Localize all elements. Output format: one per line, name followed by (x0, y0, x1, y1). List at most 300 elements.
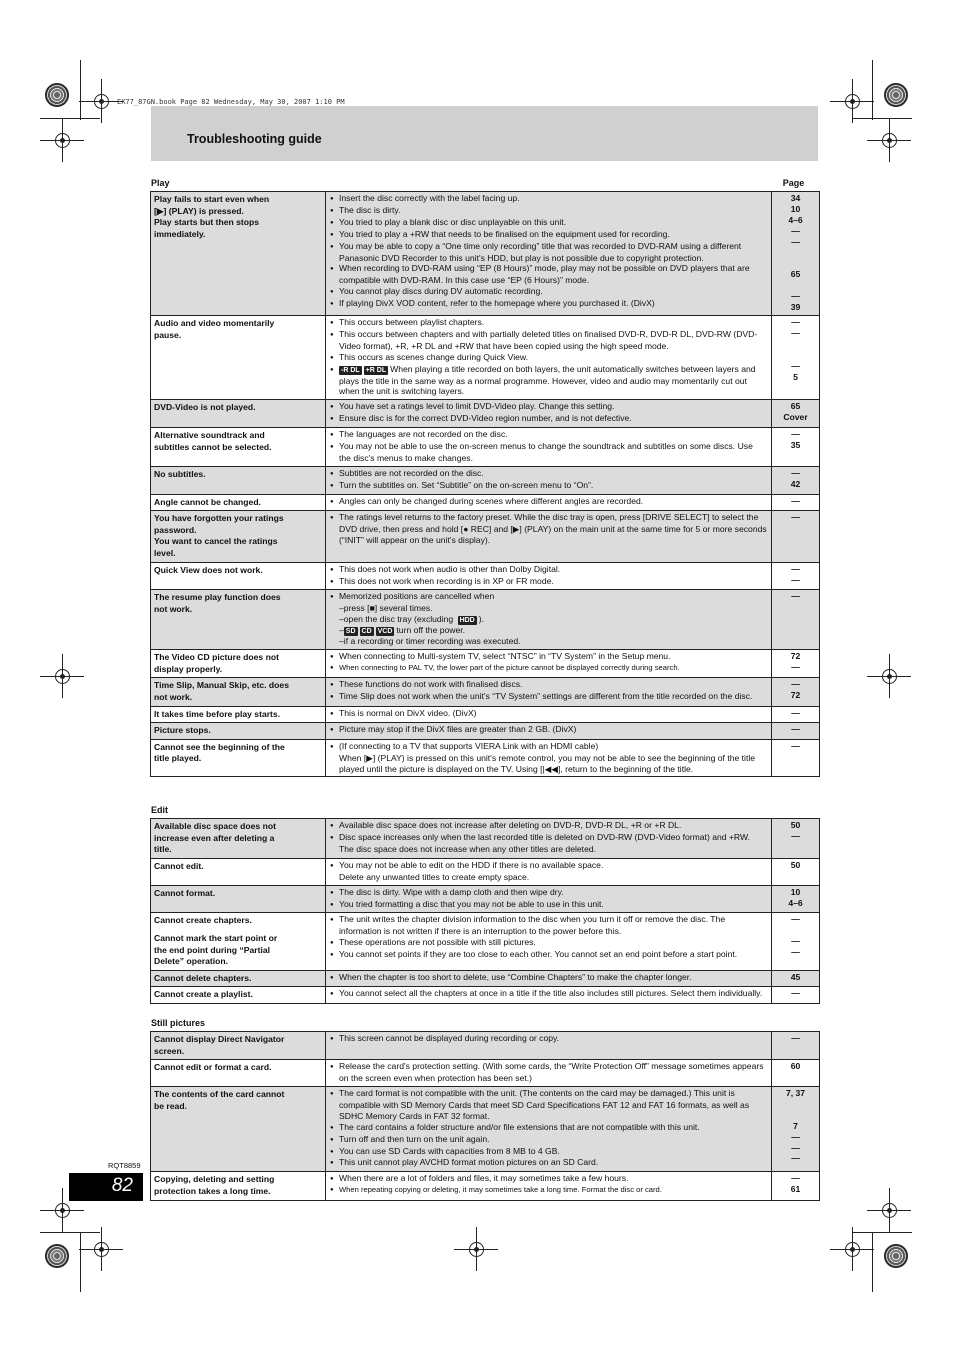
problem-line: screen. (154, 1045, 185, 1056)
page-ref: 5 (793, 371, 798, 382)
problem-line: Copying, deleting and setting (154, 1174, 275, 1185)
crop-mark (872, 60, 873, 120)
solution-text: You tried formatting a disc that you may not be able to use in this unit. (339, 898, 604, 909)
media-badge: SD (345, 628, 356, 636)
solution-text: Picture may stop if the DivX files are greater than 2 GB. (DivX) (339, 724, 577, 735)
page-ref (774, 1110, 817, 1121)
problem-line: not work. (154, 691, 193, 702)
solution-item (330, 564, 767, 576)
solution-text: You tried to play a blank disc or disc unplayable on this unit. (339, 216, 567, 227)
solution-text: You cannot play discs during DV automatic recording. (339, 286, 543, 297)
page-ref-cell (772, 650, 819, 677)
crop-mark (852, 118, 912, 119)
solution-item (330, 753, 767, 775)
problem-line: Play fails to start even when (154, 194, 270, 204)
problem-line: The contents of the card cannot (154, 1089, 285, 1099)
solution-item (330, 298, 767, 310)
solution-cell (326, 1060, 772, 1086)
solution-text: When connecting to Multi-system TV, select “NTSC” in “TV System” in the Setup menu. (339, 651, 671, 662)
solution-cell (326, 192, 772, 315)
problem-cell (151, 678, 326, 705)
problem-line: No subtitles. (154, 468, 206, 479)
problem-line: Quick View does not work. (154, 564, 263, 575)
page-ref: — (791, 316, 800, 327)
crop-mark (80, 1232, 81, 1292)
solution-text: Memorized positions are cancelled when (339, 591, 495, 602)
solution-text: You may not be able to edit on the HDD if there is no available space. (339, 859, 604, 870)
crop-mark (872, 1232, 873, 1292)
solution-text: These functions do not work with finalised discs. (339, 679, 523, 690)
solution-text: Subtitles are not recorded on the disc. (339, 467, 484, 478)
solution-text: The ratings level returns to the factory preset. While the disc tray is open, press [DRIVE SELECT] to select the DVD drive, then press and hold [● REC] and [▶] (PLAY) on the main unit at the same time for 5 or more seconds (“INIT” will appear on the unit's display). (339, 512, 767, 546)
page-ref: — (791, 429, 800, 440)
page-ref: — (791, 574, 800, 585)
page-ref: — (791, 707, 800, 718)
solution-item (330, 286, 767, 298)
solution-cell (326, 590, 772, 649)
solution-cell (326, 495, 772, 511)
problem-line: not work. (154, 604, 193, 615)
problem-line: Cannot create chapters. (154, 915, 252, 926)
problem-line: subtitles cannot be selected. (154, 441, 272, 452)
page-ref-cell (772, 511, 819, 561)
page-ref-cell (772, 316, 819, 399)
solution-item (330, 949, 767, 961)
solution-cell (326, 1087, 772, 1171)
problem-line: display properly. (154, 663, 223, 674)
solution-text: This occurs as scenes change during Quick View. (339, 351, 528, 362)
bullet-icon: ● (330, 834, 334, 841)
crosshair-dot (99, 1247, 104, 1252)
solution-item (330, 364, 767, 398)
page-ref: 65 (790, 269, 801, 280)
problem-cell (151, 316, 326, 399)
problem-cell (151, 819, 326, 858)
problem-line: Cannot see the beginning of the (154, 741, 285, 752)
problem-line: Play starts but then stops (154, 217, 260, 228)
bullet-icon: ● (330, 594, 334, 601)
bullet-icon: ● (330, 901, 334, 908)
solution-text: This unit cannot play AVCHD format motion pictures on an SD Card. (339, 1157, 599, 1168)
page-ref-cell (772, 1060, 819, 1086)
bullet-icon: ● (330, 991, 334, 998)
bullet-icon: ● (330, 917, 334, 924)
bullet-icon: ● (330, 974, 334, 981)
page-title: Troubleshooting guide (187, 132, 322, 146)
problem-cell (151, 886, 326, 913)
solution-item (330, 663, 767, 674)
page-ref: 7, 37 (785, 1088, 806, 1098)
page-ref: — (791, 591, 800, 602)
solution-item (330, 468, 767, 480)
solution-item (330, 1033, 767, 1045)
solution-item (330, 1061, 767, 1084)
bullet-icon: ● (330, 331, 334, 338)
problem-cell (151, 913, 326, 969)
problem-line: The Video CD picture does not (154, 652, 279, 663)
bullet-icon: ● (330, 243, 334, 250)
solution-item (330, 317, 767, 329)
bullet-icon: ● (330, 665, 334, 672)
solution-text: This is normal on DivX video. (DivX) (339, 707, 477, 718)
solution-text: This does not work when audio is other than Dolby Digital. (339, 563, 561, 574)
problem-line: Cannot mark the start point or (154, 933, 278, 943)
problem-line: Delete” operation. (154, 956, 229, 967)
solution-text: Turn off and then turn on the unit again. (339, 1133, 490, 1144)
page-ref (774, 1099, 817, 1110)
solution-item (330, 441, 767, 464)
problem-line: You have forgotten your ratings (154, 513, 284, 524)
page-ref: — (791, 724, 800, 735)
page-ref: — (791, 512, 800, 523)
color-target-icon (884, 1244, 908, 1268)
file-stamp: EX77_87GN.book Page 82 Wednesday, May 30, 2007 1:10 PM (117, 98, 345, 106)
solution-item (330, 329, 767, 352)
page-ref-cell (772, 428, 819, 466)
solution-text: (If connecting to a TV that supports VIERA Link with an HDMI cable) (339, 740, 599, 751)
solution-text: Delete any unwanted titles to create empty space. (339, 871, 530, 882)
table-row (151, 739, 819, 777)
solution-text: You tried to play a +RW that needs to be finalised on the equipment used for recording. (339, 228, 670, 239)
solution-item (330, 636, 767, 647)
bullet-icon: ● (330, 266, 334, 273)
page-ref-cell (772, 987, 819, 1003)
table-row (151, 315, 819, 399)
problem-line: Alternative soundtrack and (154, 430, 265, 441)
page-ref-cell (772, 495, 819, 511)
bullet-icon: ● (330, 654, 334, 661)
solution-item (330, 1134, 767, 1146)
solution-text: You cannot set points if they are too close to each other. You cannot set an end point before a start point. (339, 949, 738, 960)
solution-text: This does not work when recording is in XP or FR mode. (339, 575, 554, 586)
page-ref: 61 (790, 1184, 801, 1195)
problem-line: title played. (154, 753, 202, 764)
solution-item (330, 820, 767, 832)
solution-item (330, 724, 767, 736)
solution-cell (326, 1172, 772, 1199)
page-ref (774, 339, 817, 350)
crosshair-dot (60, 674, 65, 679)
bullet-icon: ● (330, 889, 334, 896)
solution-item (330, 480, 767, 492)
problem-cell (151, 723, 326, 739)
bullet-icon: ● (330, 219, 334, 226)
bullet-icon: ● (330, 207, 334, 214)
section-label: Still pictures (151, 1018, 206, 1028)
solution-item (330, 937, 767, 949)
bullet-icon: ● (330, 416, 334, 423)
solution-item (330, 429, 767, 441)
problem-line: [▶] (PLAY) is pressed. (154, 205, 244, 216)
problem-line: Cannot create a playlist. (154, 989, 253, 1000)
problem-cell (151, 467, 326, 494)
page-ref: — (791, 1033, 800, 1043)
table-row (151, 858, 819, 885)
solution-text: –press [■] several times. (339, 603, 433, 614)
model-code: RQT8859 (108, 1161, 141, 1170)
page-ref-cell (772, 1032, 819, 1059)
solution-text: Time Slip does not work when the unit's “TV System” settings are different from the title recorded on the disc. (339, 691, 753, 702)
page-ref: — (791, 662, 800, 673)
problem-cell (151, 859, 326, 885)
table-row (151, 510, 819, 561)
solution-item (330, 401, 767, 413)
page-ref: — (791, 740, 800, 751)
solution-text: Available disc space does not increase after deleting on DVD-R, DVD-R DL, +R or +R DL. (339, 820, 682, 830)
page-ref: 7 (793, 1120, 798, 1131)
table-row (151, 494, 819, 511)
page-ref: — (791, 236, 800, 247)
solution-item (330, 988, 767, 1000)
color-target-icon (45, 83, 69, 107)
page-column-label: Page (782, 178, 805, 188)
solution-text: This screen cannot be displayed during recording or copy. (339, 1033, 560, 1043)
page-ref: — (791, 291, 800, 302)
solution-item (330, 1173, 767, 1185)
page-ref: 50 (790, 820, 801, 830)
bullet-icon: ● (330, 1124, 334, 1131)
page-ref (774, 258, 817, 269)
page-ref: — (791, 1153, 800, 1164)
solution-text: Ensure disc is for the correct DVD-Video region number, and is not defective. (339, 413, 632, 424)
page-number: 82 (111, 1175, 133, 1196)
bullet-icon: ● (330, 694, 334, 701)
crop-mark (40, 1232, 100, 1233)
table-row (151, 986, 819, 1003)
page-ref: — (791, 914, 800, 925)
table-row (151, 192, 819, 315)
solution-text: –open the disc tray (excluding (339, 614, 456, 625)
bullet-icon: ● (330, 710, 334, 717)
solution-item (330, 708, 767, 720)
solution-cell (326, 316, 772, 399)
solution-item (330, 679, 767, 691)
solution-item (330, 512, 767, 546)
crosshair-dot (99, 99, 104, 104)
solution-text: This occurs between playlist chapters. (339, 316, 485, 327)
problem-line: It takes time before play starts. (154, 708, 281, 719)
solution-item (330, 625, 767, 636)
table-row (151, 970, 819, 987)
bullet-icon: ● (330, 366, 334, 373)
crop-mark (80, 60, 81, 120)
problem-cell (151, 1060, 326, 1086)
bullet-icon: ● (330, 952, 334, 959)
problem-cell (151, 511, 326, 561)
solution-text: When repeating copying or deleting, it may sometimes take a long time. Format the disc or card. (339, 1185, 662, 1195)
problem-cell (151, 563, 326, 590)
bullet-icon: ● (330, 578, 334, 585)
bullet-icon: ● (330, 940, 334, 947)
solution-cell (326, 650, 772, 677)
solution-cell (326, 467, 772, 494)
solution-item (330, 413, 767, 425)
problem-line: pause. (154, 329, 182, 340)
solution-cell (326, 678, 772, 705)
page-ref: 10 (790, 886, 801, 897)
table-row (151, 1059, 819, 1086)
media-badge: +R DL (365, 366, 387, 374)
solution-cell (326, 511, 772, 561)
page-ref: 4–6 (788, 214, 803, 225)
page-number-box (69, 1173, 143, 1201)
page-ref: — (791, 1131, 800, 1142)
bullet-icon: ● (330, 1136, 334, 1143)
color-target-icon (884, 83, 908, 107)
table-row (151, 677, 819, 705)
solution-item (330, 832, 767, 855)
media-badge: CD (361, 628, 372, 636)
page-ref: — (791, 988, 800, 999)
page-ref: — (791, 467, 800, 478)
problem-cell (151, 1032, 326, 1059)
solution-text: Turn the subtitles on. Set “Subtitle” on the on-screen menu to “On”. (339, 479, 594, 490)
bullet-icon: ● (330, 743, 334, 750)
bullet-icon: ● (330, 727, 334, 734)
solution-text: Angles can only be changed during scenes where different angles are recorded. (339, 495, 644, 506)
bullet-icon: ● (330, 301, 334, 308)
solution-item (330, 241, 767, 264)
table-row (151, 1086, 819, 1171)
solution-text: Disc space increases only when the last recorded title is deleted on DVD-RW (DVD-Video format) and +RW. The disc space does not increase when any other titles are deleted. (339, 831, 751, 854)
solution-item (330, 860, 767, 872)
page-ref-cell (772, 1087, 819, 1171)
solution-item (330, 887, 767, 899)
problem-cell (151, 707, 326, 723)
media-badge: VCD (377, 628, 393, 636)
solution-text: You can use SD Cards with capacities from 8 MB to 4 GB. (339, 1145, 560, 1156)
solution-item (330, 1185, 767, 1196)
solution-item (330, 1088, 767, 1122)
troubleshooting-table (150, 1031, 820, 1201)
solution-cell (326, 740, 772, 777)
problem-line: level. (154, 548, 176, 559)
solution-item (330, 496, 767, 508)
table-row (151, 885, 819, 913)
bullet-icon: ● (330, 823, 334, 829)
page-ref: — (791, 327, 800, 338)
media-badge: -R DL (341, 366, 360, 374)
problem-cell (151, 192, 326, 315)
solution-item (330, 1146, 767, 1158)
crosshair-dot (850, 1247, 855, 1252)
page-ref: — (791, 1142, 800, 1153)
problem-line: Cannot edit or format a card. (154, 1062, 272, 1073)
section-label: Play (151, 178, 170, 188)
page-ref-cell (772, 859, 819, 885)
page-ref: — (791, 495, 800, 506)
page-ref: — (791, 225, 800, 236)
solution-item (330, 1122, 767, 1134)
bullet-icon: ● (330, 482, 334, 489)
page-ref: Cover (783, 412, 808, 423)
page-ref-cell (772, 707, 819, 723)
page-ref-cell (772, 913, 819, 969)
problem-line: Cannot display Direct Navigator (154, 1034, 285, 1044)
table-row (151, 649, 819, 677)
solution-text: turn off the power. (396, 625, 466, 636)
solution-cell (326, 723, 772, 739)
problem-cell (151, 495, 326, 511)
page-ref (774, 925, 817, 936)
solution-item (330, 205, 767, 217)
bullet-icon: ● (330, 354, 334, 361)
problem-cell (151, 971, 326, 987)
problem-cell (151, 987, 326, 1003)
bullet-icon: ● (330, 1176, 334, 1183)
page-ref-cell (772, 192, 819, 315)
problem-cell (151, 740, 326, 777)
bullet-icon: ● (330, 862, 334, 869)
problem-line: Cannot edit. (154, 860, 204, 871)
table-row (151, 589, 819, 649)
crosshair-dot (474, 1247, 479, 1252)
problem-cell (151, 590, 326, 649)
bullet-icon: ● (330, 682, 334, 689)
problem-line: title. (154, 844, 172, 855)
section-label: Edit (151, 805, 168, 815)
solution-cell (326, 913, 772, 969)
solution-text: When connecting to PAL TV, the lower part of the picture cannot be displayed correctly during search. (339, 663, 680, 673)
table-row (151, 1032, 819, 1059)
bullet-icon: ● (330, 231, 334, 238)
page-ref: 34 (790, 193, 801, 203)
bullet-icon: ● (330, 1064, 334, 1071)
solution-text: The disc is dirty. Wipe with a damp cloth and then wipe dry. (339, 886, 564, 897)
solution-item (330, 263, 767, 286)
bullet-icon: ● (330, 444, 334, 451)
problem-line: The resume play function does (154, 592, 281, 603)
problem-line: immediately. (154, 228, 206, 239)
solution-text: When [▶] (PLAY) is pressed on this unit's remote control, you may not be able to see the beginning of the title played until the picture is displayed on the TV. Using [|◀◀], return to the beginning of the title. (339, 752, 756, 774)
solution-cell (326, 971, 772, 987)
solution-item (330, 217, 767, 229)
bullet-icon: ● (330, 1160, 334, 1167)
page-ref: — (791, 563, 800, 574)
crosshair-dot (887, 1208, 892, 1213)
problem-line: Angle cannot be changed. (154, 496, 261, 507)
solution-cell (326, 400, 772, 427)
solution-item (330, 1157, 767, 1169)
solution-item (330, 872, 767, 883)
problem-line: Available disc space does not (154, 821, 276, 831)
solution-text: You may be able to copy a “One time only recording” title that was recorded to DVD-RAM using a different Panasonic DVD Recorder to this unit's HDD, but play is not possible due to copyright protection. (339, 240, 742, 263)
solution-item (330, 651, 767, 663)
page-ref (774, 350, 817, 361)
page-ref-cell (772, 971, 819, 987)
page-ref: — (791, 1173, 800, 1184)
solution-text: The card format is not compatible with the unit. (The contents on the card may be damaged.) This unit is compatible with SD Memory Cards that meet SD Card Specifications FAT 12 and FAT 16 formats, as well as SDHC Memory Cards in FAT 32 format. (339, 1088, 750, 1121)
table-row (151, 722, 819, 739)
solution-item (330, 193, 767, 205)
page-ref (774, 248, 817, 259)
page-ref: — (791, 830, 800, 841)
solution-text: The unit writes the chapter division information to the disc when you turn it off or remove the disc. The information is not written if there is an interruption to the power before this. (339, 914, 726, 937)
page-ref: 72 (790, 651, 801, 662)
page-ref: 39 (790, 302, 801, 313)
page-ref: 72 (790, 690, 801, 701)
page-ref: 10 (790, 203, 801, 214)
solution-text: You cannot select all the chapters at once in a title if the title also includes still pictures. Select them individually. (339, 988, 763, 999)
bullet-icon: ● (330, 1036, 334, 1042)
table-row (151, 399, 819, 427)
solution-cell (326, 886, 772, 913)
bullet-icon: ● (330, 1148, 334, 1155)
solution-cell (326, 707, 772, 723)
troubleshooting-table (150, 818, 820, 1004)
page-ref-cell (772, 1172, 819, 1199)
bullet-icon: ● (330, 566, 334, 573)
